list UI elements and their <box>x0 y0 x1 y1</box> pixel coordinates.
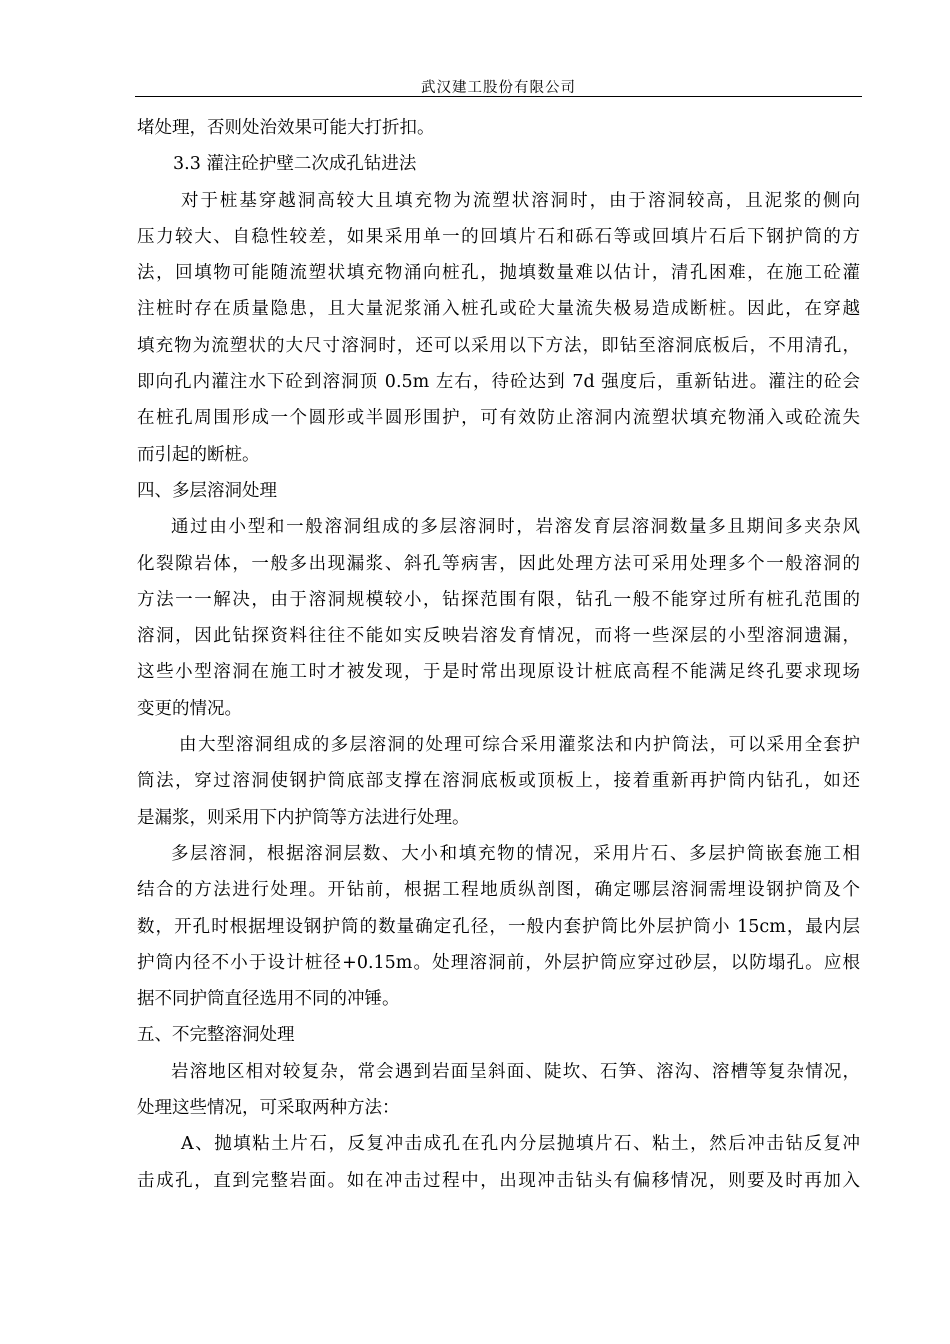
text-line: 堵处理，否则处治效果可能大打折扣。 <box>137 118 435 138</box>
section-heading: 四、多层溶洞处理 <box>137 480 277 501</box>
text-line: 方法一一解决，由于溶洞规模较小，钻探范围有限，钻孔一般不能穿过所有桩孔范围的 <box>137 589 860 610</box>
text-line: 数，开孔时根据埋设钢护筒的数量确定孔径，一般内套护筒比外层护筒小 15cm，最内层 <box>137 916 860 937</box>
text-line: 由大型溶洞组成的多层溶洞的处理可综合采用灌浆法和内护筒法，可以采用全套护 <box>179 735 860 756</box>
text-line: 即向孔内灌注水下砼到溶洞顶 0.5m 左右，待砼达到 7d 强度后，重新钻进。灌注的砼会 <box>137 372 860 393</box>
text-line: 法，回填物可能随流塑状填充物涌向桩孔，抛填数量难以估计，清孔困难，在施工砼灌 <box>137 263 860 284</box>
text-line: 岩溶地区相对较复杂，常会遇到岩面呈斜面、陡坎、石笋、溶沟、溶槽等复杂情况， <box>171 1061 860 1082</box>
text-line: 压力较大、自稳性较差，如果采用单一的回填片石和砾石等或回填片石后下钢护筒的方 <box>137 226 860 247</box>
page-header: 武汉建工股份有限公司 <box>421 80 576 96</box>
text-line: 变更的情况。 <box>137 698 242 719</box>
text-line: 是漏浆，则采用下内护筒等方法进行处理。 <box>137 807 470 828</box>
text-line: 对于桩基穿越洞高较大且填充物为流塑状溶洞时，由于溶洞较高，且泥浆的侧向 <box>181 190 860 211</box>
text-line: 击成孔，直到完整岩面。如在冲击过程中，出现冲击钻头有偏移情况，则要及时再加入 <box>137 1170 860 1191</box>
text-line: 处理这些情况，可采取两种方法： <box>137 1098 400 1119</box>
text-line: 据不同护筒直径选用不同的冲锤。 <box>137 989 400 1010</box>
text-line: 这些小型溶洞在施工时才被发现，于是时常出现原设计桩底高程不能满足终孔要求现场 <box>137 662 860 683</box>
header-rule <box>135 96 862 97</box>
text-line: 化裂隙岩体，一般多出现漏浆、斜孔等病害，因此处理方法可采用处理多个一般溶洞的 <box>137 553 860 574</box>
text-line: 而引起的断桩。 <box>137 444 260 465</box>
text-line: 通过由小型和一般溶洞组成的多层溶洞时，岩溶发育层溶洞数量多且期间多夹杂风 <box>171 517 860 538</box>
text-line: 在桩孔周围形成一个圆形或半圆形围护，可有效防止溶洞内流塑状填充物涌入或砼流失 <box>137 408 860 429</box>
text-line: 多层溶洞，根据溶洞层数、大小和填充物的情况，采用片石、多层护筒嵌套施工相 <box>171 843 860 864</box>
text-line: A、抛填粘土片石，反复冲击成孔在孔内分层抛填片石、粘土，然后冲击钻反复冲 <box>181 1134 860 1155</box>
document-body <box>137 110 860 1199</box>
text-line: 护筒内径不小于设计桩径+0.15m。处理溶洞前，外层护筒应穿过砂层，以防塌孔。应根 <box>137 952 860 973</box>
text-line: 结合的方法进行处理。开钻前，根据工程地质纵剖图，确定哪层溶洞需埋设钢护筒及个 <box>137 880 860 901</box>
section-heading: 五、不完整溶洞处理 <box>137 1025 295 1046</box>
text-line: 注桩时存在质量隐患，且大量泥浆涌入桩孔或砼大量流失极易造成断桩。因此，在穿越 <box>137 299 860 320</box>
text-line: 溶洞，因此钻探资料往往不能如实反映岩溶发育情况，而将一些深层的小型溶洞遗漏， <box>137 626 860 647</box>
text-line: 筒法，穿过溶洞使钢护筒底部支撑在溶洞底板或顶板上，接着重新再护筒内钻孔，如还 <box>137 771 860 792</box>
text-line: 填充物为流塑状的大尺寸溶洞时，还可以采用以下方法，即钻至溶洞底板后，不用清孔， <box>137 335 860 356</box>
section-heading: 3.3 灌注砼护壁二次成孔钻进法 <box>173 154 417 175</box>
